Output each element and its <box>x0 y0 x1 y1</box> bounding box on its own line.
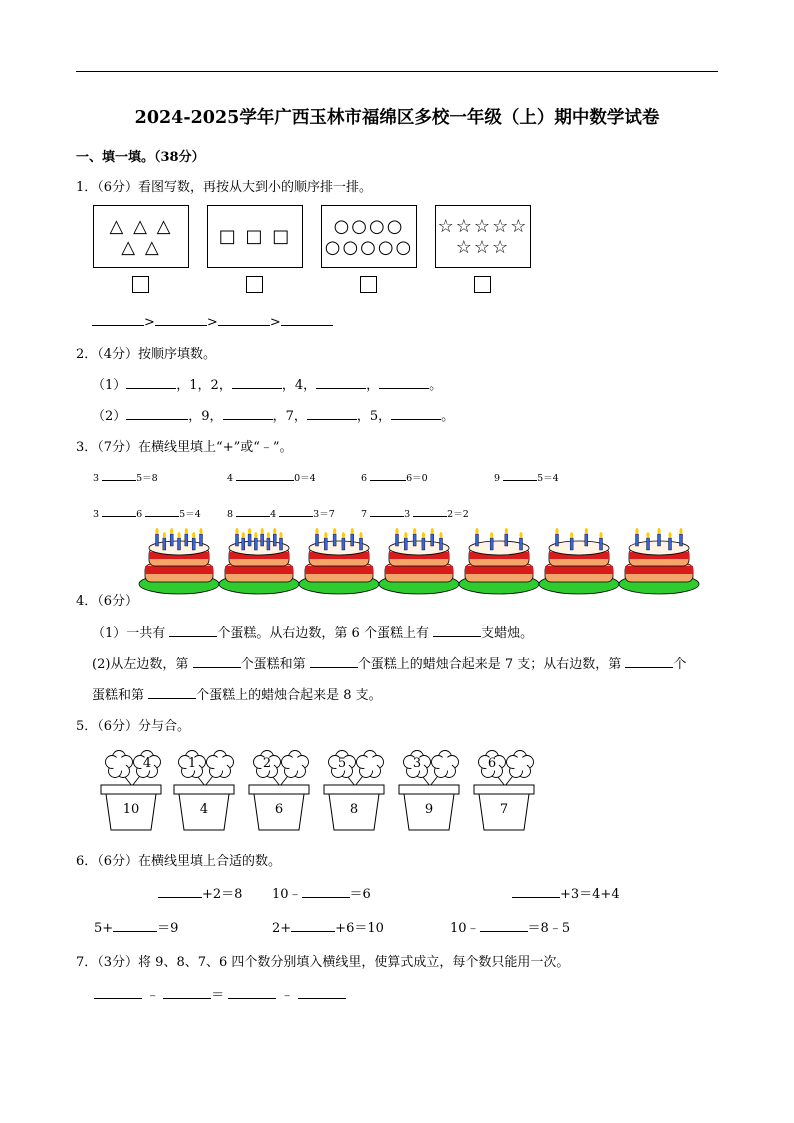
blank[interactable] <box>379 376 429 389</box>
blank[interactable] <box>307 407 357 420</box>
blank[interactable] <box>148 686 196 699</box>
answer-square[interactable] <box>474 276 491 293</box>
number: 5 <box>337 756 347 771</box>
blank[interactable] <box>223 407 273 420</box>
blank[interactable] <box>145 507 179 517</box>
flower-pot <box>243 744 319 832</box>
q3-eq: 7 3 2＝2 <box>361 509 469 520</box>
number: 3 <box>412 756 422 771</box>
q6-eq: 10﹣ ＝6 <box>272 887 371 902</box>
blank[interactable] <box>310 655 358 668</box>
flower-pot <box>468 744 544 832</box>
blank[interactable] <box>102 507 136 517</box>
q3-eq: 9 5＝4 <box>494 473 559 484</box>
pot-number: 4 <box>199 802 209 817</box>
q2-line1: （1） ，1，2， ，4， ， 。 <box>92 378 443 393</box>
blank[interactable] <box>433 624 481 637</box>
blank[interactable] <box>169 624 217 637</box>
number: 6 <box>487 756 497 771</box>
q1-picture-box: △ △ △ △ △ <box>93 205 189 268</box>
blank[interactable] <box>370 507 404 517</box>
pot-number: 7 <box>499 802 509 817</box>
q2-stem: 2．（4分）按顺序填数。 <box>76 347 217 362</box>
blank[interactable] <box>193 655 241 668</box>
blank[interactable] <box>158 885 202 898</box>
q6-eq: 2+ +6＝10 <box>272 921 384 936</box>
flower-pot <box>393 744 469 832</box>
blank[interactable] <box>512 885 560 898</box>
blank[interactable] <box>92 313 144 326</box>
q3-eq: 8 4 3＝7 <box>227 509 335 520</box>
q6-eq: +3＝4+4 <box>512 883 620 902</box>
blank[interactable] <box>94 986 142 999</box>
blank[interactable] <box>370 471 406 481</box>
q2-line2: （2） ，9， ，7， ，5， 。 <box>92 409 455 424</box>
pot-number: 9 <box>424 802 434 817</box>
blank[interactable] <box>163 986 211 999</box>
q1-picture-box: □ □ □ <box>207 205 303 268</box>
flower-pot <box>168 744 244 832</box>
q3-eq: 3 5＝8 <box>93 473 158 484</box>
q1-picture-box: ○○○○ ○○○○○ <box>321 205 417 268</box>
q7-stem: 7．（3分）将 9、8、7、6 四个数分别填入横线里，使算式成立，每个数只能用一次。 <box>76 955 570 970</box>
blank[interactable] <box>625 655 673 668</box>
cake-illustration <box>138 528 718 604</box>
answer-square[interactable] <box>246 276 263 293</box>
q1-stem: 1．（6分）看图写数，再按从大到小的顺序排一排。 <box>76 180 373 195</box>
number: 4 <box>142 756 152 771</box>
flower-pot <box>318 744 394 832</box>
blank[interactable] <box>391 407 441 420</box>
blank[interactable] <box>281 313 333 326</box>
blank[interactable] <box>155 313 207 326</box>
q6-eq: 5+ ＝9 <box>94 921 179 936</box>
number: 1 <box>187 756 197 771</box>
pot-number: 8 <box>349 802 359 817</box>
blank[interactable] <box>228 986 276 999</box>
q4-line2: (2)从左边数，第 个蛋糕和第 个蛋糕上的蜡烛合起来是 7 支；从右边数，第 个 <box>92 657 687 672</box>
blank[interactable] <box>102 471 136 481</box>
blank[interactable] <box>126 407 188 420</box>
q3-eq: 4 0＝4 <box>227 473 316 484</box>
blank[interactable] <box>503 471 537 481</box>
q5-stem: 5．（6分）分与合。 <box>76 719 191 734</box>
q4-line3: 蛋糕和第 个蛋糕上的蜡烛合起来是 8 支。 <box>92 688 382 703</box>
q4-line1: （1）一共有 个蛋糕。从右边数，第 6 个蛋糕上有 支蜡烛。 <box>92 626 534 641</box>
blank[interactable] <box>218 313 270 326</box>
section-heading: 一、填一填。（38分） <box>76 150 205 165</box>
q6-eq: 10﹣ ＝8﹣5 <box>450 921 571 936</box>
q6-stem: 6．（6分）在横线里填上合适的数。 <box>76 854 282 869</box>
blank[interactable] <box>232 376 282 389</box>
blank[interactable] <box>291 919 335 932</box>
q6-eq: +2＝8 <box>158 883 242 902</box>
q4-stem: 4．（6分） <box>76 594 139 609</box>
pot-number: 10 <box>122 802 140 817</box>
q7-equation: ﹣ ＝ ﹣ <box>94 984 346 1003</box>
blank[interactable] <box>236 471 294 481</box>
q3-eq: 3 6 5＝4 <box>93 509 201 520</box>
blank[interactable] <box>302 885 350 898</box>
q1-picture-box: ☆☆☆☆☆ ☆☆☆ <box>435 205 531 268</box>
blank[interactable] <box>316 376 366 389</box>
number: 2 <box>262 756 272 771</box>
answer-square[interactable] <box>360 276 377 293</box>
blank[interactable] <box>480 919 528 932</box>
flower-pot <box>95 744 171 832</box>
q3-eq: 6 6＝0 <box>361 473 428 484</box>
blank[interactable] <box>413 507 447 517</box>
blank[interactable] <box>279 507 313 517</box>
q1-order-line: > > > <box>92 313 333 330</box>
blank[interactable] <box>298 986 346 999</box>
blank[interactable] <box>113 919 157 932</box>
q3-stem: 3．（7分）在横线里填上“+”或“﹣”。 <box>76 440 293 455</box>
page-title: 2024-2025学年广西玉林市福绵区多校一年级（上）期中数学试卷 <box>134 108 660 128</box>
blank[interactable] <box>236 507 270 517</box>
pot-number: 6 <box>274 802 284 817</box>
top-rule <box>76 71 718 72</box>
blank[interactable] <box>126 376 176 389</box>
answer-square[interactable] <box>132 276 149 293</box>
